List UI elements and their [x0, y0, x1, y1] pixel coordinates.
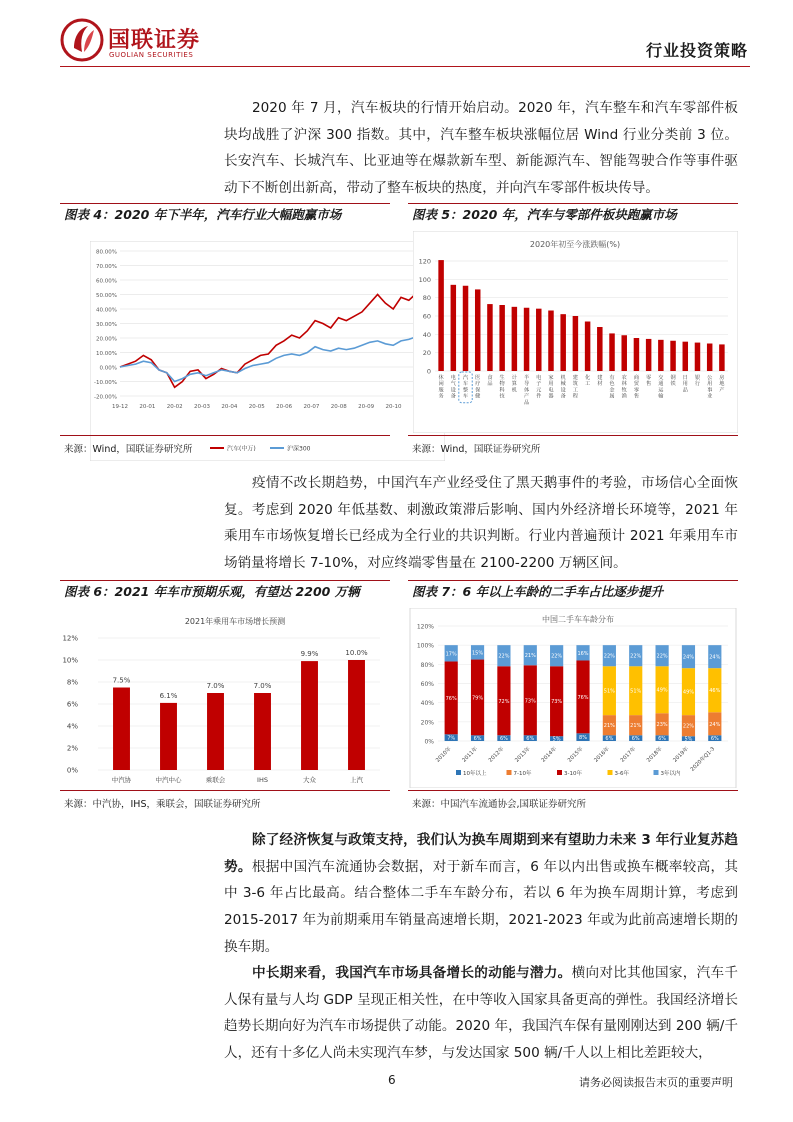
y-tick-label: 70.00% [96, 264, 117, 270]
data-label: 6% [473, 736, 482, 743]
data-label: 9.9% [300, 650, 319, 659]
data-label: 72% [498, 698, 510, 705]
x-category-label: 休闲服务 [438, 375, 444, 400]
data-label: 76% [445, 695, 457, 702]
y-tick-label: 80% [420, 661, 434, 669]
y-tick-label: 40.00% [96, 307, 117, 314]
y-tick-label: 0% [66, 766, 78, 775]
bar [301, 661, 318, 770]
x-category-label: 2012年 [487, 746, 506, 764]
y-tick-label: 20.00% [96, 336, 117, 343]
y-tick-label: 10.00% [96, 351, 117, 357]
x-category-label: 2017年 [619, 746, 638, 764]
data-label: 6.1% [159, 691, 178, 700]
x-category-label: 上汽 [350, 776, 363, 784]
data-label: 8% [579, 735, 587, 742]
y-tick-label: 2% [66, 744, 78, 753]
data-label: 73% [524, 698, 536, 705]
bar [536, 309, 541, 371]
data-label: 23% [656, 722, 668, 729]
x-tick-label: 20-09 [358, 404, 375, 410]
figure-5-bar-chart [413, 231, 738, 433]
data-label: 76% [577, 694, 589, 701]
data-label: 17% [445, 651, 457, 658]
bar [560, 314, 565, 371]
data-label: 15% [471, 650, 484, 657]
data-label: 22% [551, 653, 563, 660]
bar [695, 343, 700, 371]
y-tick-label: -20.00% [94, 394, 117, 401]
page-number: 6 [388, 1073, 396, 1087]
data-label: 24% [682, 654, 695, 661]
paragraph-4 [224, 960, 738, 1067]
paragraph-1: 2020 年 7 月，汽车板块的行情开始启动。2020 年，汽车整车和汽车零部件板块均战胜了沪深 300 指数。其中，汽车整车板块涨幅位居 Wind 行业分类前 3 位。长安汽车、长城汽车、比亚迪等在爆款新车型、新能源汽车、智能驾驶合作等事件驱动下不断创出新高，带动了整车板块的热度，并向汽车零部件板块传导。 [224, 100, 738, 197]
data-label: 79% [471, 695, 484, 702]
data-label: 6% [605, 736, 614, 743]
bar [658, 340, 663, 371]
figure-7 [408, 580, 738, 812]
bar [585, 322, 590, 372]
bar [475, 289, 480, 371]
data-label: 22% [656, 653, 668, 660]
figure-7-rule [408, 790, 738, 791]
x-category-label: 2011年 [461, 746, 479, 764]
data-label: 73% [551, 699, 563, 706]
paragraph-4-body: 横向对比其他国家，汽车千人保有量与人均 GDP 呈现正相关性，在中等收入国家具备更高的弹性。我国经济增长趋势长期向好为汽车市场提供了动能。2020 年，我国汽车保有量刚刚达到 200 辆/千人，还有十多亿人尚未实现汽车梦，与发达国家 500 辆/千人以上相比差距较大， [224, 965, 739, 1062]
data-label: 7.0% [206, 682, 225, 690]
data-label: 6% [710, 736, 719, 743]
x-tick-label: 20-04 [221, 404, 238, 410]
x-tick-label: 19-12 [112, 404, 128, 410]
x-category-label: 医疗保健 [475, 375, 481, 400]
bar [548, 311, 553, 372]
figure-7-stacked-bar-chart [408, 608, 738, 788]
y-tick-label: 0% [424, 738, 434, 746]
paragraph-4-lead: 中长期来看，我国汽车市场具备增长的动能与潜力。 [252, 965, 572, 981]
x-category-label: 食品 [487, 375, 493, 388]
legend-swatch [608, 770, 613, 775]
x-tick-label: 20-05 [248, 404, 265, 410]
x-tick-label: 20-02 [166, 404, 183, 410]
bar [438, 260, 443, 371]
figure-5-title: 图表 5：2020 年，汽车与零部件板块跑赢市场 [408, 203, 738, 226]
figure-6-source: 来源：中汽协，IHS，乘联会，国联证券研究所 [64, 799, 261, 810]
figure-4-source: 来源：Wind，国联证券研究所 [64, 444, 193, 455]
legend-label: 汽车(中万) [227, 445, 256, 453]
x-category-label: 汽车整车 [462, 375, 469, 400]
legend-label: 3-10年 [564, 771, 582, 777]
data-label: 22% [498, 653, 510, 660]
y-tick-label: 100% [416, 642, 434, 650]
data-label: 5% [684, 736, 693, 743]
x-category-label: 家用电器 [548, 375, 554, 400]
x-tick-label: 20-07 [303, 404, 320, 410]
bar [487, 304, 492, 371]
x-category-label: 房地产 [719, 375, 725, 394]
figure-6 [60, 580, 390, 812]
bar [670, 341, 675, 371]
bar [348, 660, 365, 770]
legend-swatch [557, 770, 562, 775]
y-tick-label: 30.00% [96, 322, 117, 328]
x-category-label: 中汽协 [111, 776, 132, 784]
x-tick-label: 20-03 [194, 404, 211, 410]
y-tick-label: 80 [422, 294, 431, 303]
y-tick-label: 20% [420, 719, 434, 727]
bar [646, 339, 651, 371]
figure-6-title: 图表 6：2021 年车市预期乐观，有望达 2200 万辆 [60, 580, 390, 603]
x-category-label: 生物科技 [499, 375, 505, 400]
y-tick-label: 100 [418, 275, 431, 284]
figure-4 [60, 203, 402, 458]
figure-4-line-chart [90, 241, 445, 461]
x-category-label: 中汽中心 [155, 776, 182, 784]
bar [463, 286, 468, 371]
data-label: 22% [603, 653, 615, 660]
figure-7-title: 图表 7：6 年以上车龄的二手车占比逐步提升 [408, 580, 738, 603]
y-tick-label: -10.00% [94, 380, 117, 386]
x-category-label: 电气设备 [450, 375, 456, 400]
figure-5-rule [408, 435, 738, 436]
guolian-logo-icon [60, 18, 104, 62]
y-tick-label: 50.00% [96, 293, 117, 299]
x-category-label: 零售 [646, 375, 652, 388]
figure-5-chart-title: 2020年初至今涨跌幅(%) [529, 240, 621, 249]
y-tick-label: 4% [66, 722, 78, 731]
legend-label: 10年以上 [463, 771, 487, 777]
x-category-label: 有色金属 [609, 375, 615, 400]
y-tick-label: 10% [62, 656, 78, 665]
x-category-label: 计算机 [511, 375, 517, 394]
data-label: 16% [577, 650, 589, 657]
y-tick-label: 20 [422, 349, 431, 358]
legend-label: 7-10年 [513, 771, 532, 777]
data-label: 49% [656, 687, 668, 694]
data-label: 22% [630, 653, 642, 660]
data-label: 22% [682, 723, 695, 730]
data-label: 51% [603, 688, 615, 695]
bar [160, 703, 177, 770]
x-category-label: 日用品 [682, 375, 688, 394]
data-label: 51% [630, 688, 642, 695]
legend-swatch [456, 770, 461, 775]
x-category-label: 农林牧渔 [621, 375, 627, 400]
figure-4-title: 图表 4：2020 年下半年，汽车行业大幅跑赢市场 [60, 203, 390, 226]
y-tick-label: 6% [66, 700, 78, 709]
paragraph-2: 疫情不改长期趋势，中国汽车产业经受住了黑天鹅事件的考验，市场信心全面恢复。考虑到 2020 年低基数、刺激政策滞后影响、国内外经济增长环境等，2021 年乘用车市场恢复增长已经成为全行业的共识判断。行业内普遍预计 2021 年乘用车市场销量将增长 7-10%，对应终端零售量在 2100-2200 万辆区间。 [224, 475, 738, 572]
x-tick-label: 20-06 [276, 404, 293, 410]
bar [719, 344, 724, 371]
bar [451, 285, 456, 371]
y-tick-label: 60 [422, 312, 431, 321]
data-label: 49% [682, 689, 695, 696]
x-category-label: 2020年Q1-3 [689, 746, 717, 773]
y-tick-label: 120% [416, 623, 434, 631]
x-category-label: 交通运输 [658, 375, 664, 400]
paragraph-3-lead: 除了经济恢复与政策支持，我们认为换车周期到来有望助力未来 3 年行业复苏趋势。 [224, 832, 738, 875]
x-category-label: 2016年 [593, 746, 611, 764]
bar [634, 338, 639, 371]
data-label: 6% [526, 736, 535, 743]
legend-label: 3-6年 [614, 771, 629, 777]
data-label: 46% [709, 688, 721, 695]
data-label: 6% [658, 736, 667, 743]
x-tick-label: 20-08 [330, 404, 347, 410]
data-label: 21% [603, 723, 615, 730]
x-category-label: 2014年 [540, 746, 559, 764]
y-tick-label: 40% [420, 700, 434, 708]
bar [573, 316, 578, 371]
x-category-label: 建材 [597, 375, 603, 388]
data-label: 24% [709, 721, 721, 728]
y-tick-label: 120 [418, 257, 431, 266]
figure-4-rule [60, 435, 390, 436]
x-category-label: 商贸零售 [633, 375, 640, 400]
bar [207, 693, 224, 770]
bar [524, 308, 529, 371]
x-category-label: 机械设备 [560, 375, 566, 400]
y-tick-label: 8% [66, 678, 78, 687]
data-label: 10.0% [345, 649, 368, 657]
paragraph-3 [224, 827, 738, 961]
x-category-label: 大众 [303, 776, 316, 784]
figure-5-source: 来源：Wind，国联证券研究所 [412, 444, 541, 455]
data-label: 7.0% [253, 682, 272, 690]
bar [113, 688, 130, 771]
legend-swatch [654, 770, 659, 775]
x-category-label: 钢铁 [670, 375, 676, 388]
x-category-label: 半导体产品 [523, 375, 530, 406]
figure-7-source: 来源：中国汽车流通协会,国联证券研究所 [412, 799, 587, 810]
data-label: 21% [630, 723, 642, 730]
bar [707, 344, 712, 372]
x-tick-label: 20-01 [139, 404, 156, 410]
y-tick-label: 12% [62, 634, 78, 643]
x-category-label: 2018年 [645, 746, 664, 764]
x-category-label: 建筑工程 [572, 375, 578, 400]
data-label: 7% [447, 735, 456, 742]
data-label: 5% [552, 736, 561, 743]
company-name-en: GUOLIAN SECURITIES [109, 51, 194, 59]
y-tick-label: 60.00% [96, 278, 117, 285]
data-label: 6% [499, 736, 508, 743]
footer-disclaimer: 请务必阅读报告末页的重要声明 [579, 1076, 733, 1089]
figure-6-rule [60, 790, 390, 791]
x-category-label: 2010年 [435, 746, 453, 764]
x-category-label: 银行 [694, 375, 701, 388]
x-category-label: 化工 [585, 375, 591, 388]
bar [499, 305, 504, 371]
y-tick-label: 60% [420, 681, 434, 688]
bar [597, 327, 602, 371]
bar [254, 693, 271, 770]
company-name-cn: 国联证券 [108, 28, 201, 53]
data-label: 7.5% [112, 676, 131, 685]
x-category-label: IHS [257, 776, 268, 784]
bar [621, 335, 626, 371]
x-category-label: 2013年 [514, 746, 532, 764]
bar [609, 333, 614, 371]
x-tick-label: 20-10 [385, 404, 402, 410]
figure-6-chart-title: 2021年乘用车市场增长预测 [184, 617, 286, 626]
y-tick-label: 0.00% [99, 365, 117, 372]
data-label: 24% [709, 654, 721, 661]
x-category-label: 2015年 [566, 746, 585, 764]
figure-5 [408, 203, 738, 458]
page-header [60, 14, 750, 67]
x-category-label: 公用事业 [707, 375, 713, 400]
legend-swatch [507, 770, 512, 775]
legend-label: 3年以内 [660, 771, 681, 777]
x-category-label: 2019年 [672, 746, 690, 764]
data-label: 21% [524, 653, 536, 660]
y-tick-label: 40 [422, 330, 431, 339]
figure-6-bar-chart [60, 610, 390, 792]
data-label: 6% [631, 736, 640, 743]
y-tick-label: 0 [426, 367, 431, 376]
chart-frame [90, 241, 445, 461]
x-category-label: 乘联会 [205, 776, 226, 784]
y-tick-label: 80.00% [96, 249, 117, 256]
bar [512, 307, 517, 371]
x-category-label: 电子元件 [536, 375, 542, 400]
document-type: 行业投资策略 [645, 41, 748, 60]
paragraph-3-body: 根据中国汽车流通协会数据，对于新车而言，6 年以内出售或换车概率较高，其中 3-6 年占比最高。结合整体二手车车龄分布，若以 6 年为换车周期计算，考虑到 2015-2017 年为前期乘用车销量高速增长期，2021-2023 年或为此前高速增长期的换车期。 [224, 858, 739, 955]
legend-label: 沪深300 [287, 445, 311, 453]
bar [683, 342, 688, 371]
figure-7-chart-title: 中国二手车车龄分布 [542, 615, 614, 624]
